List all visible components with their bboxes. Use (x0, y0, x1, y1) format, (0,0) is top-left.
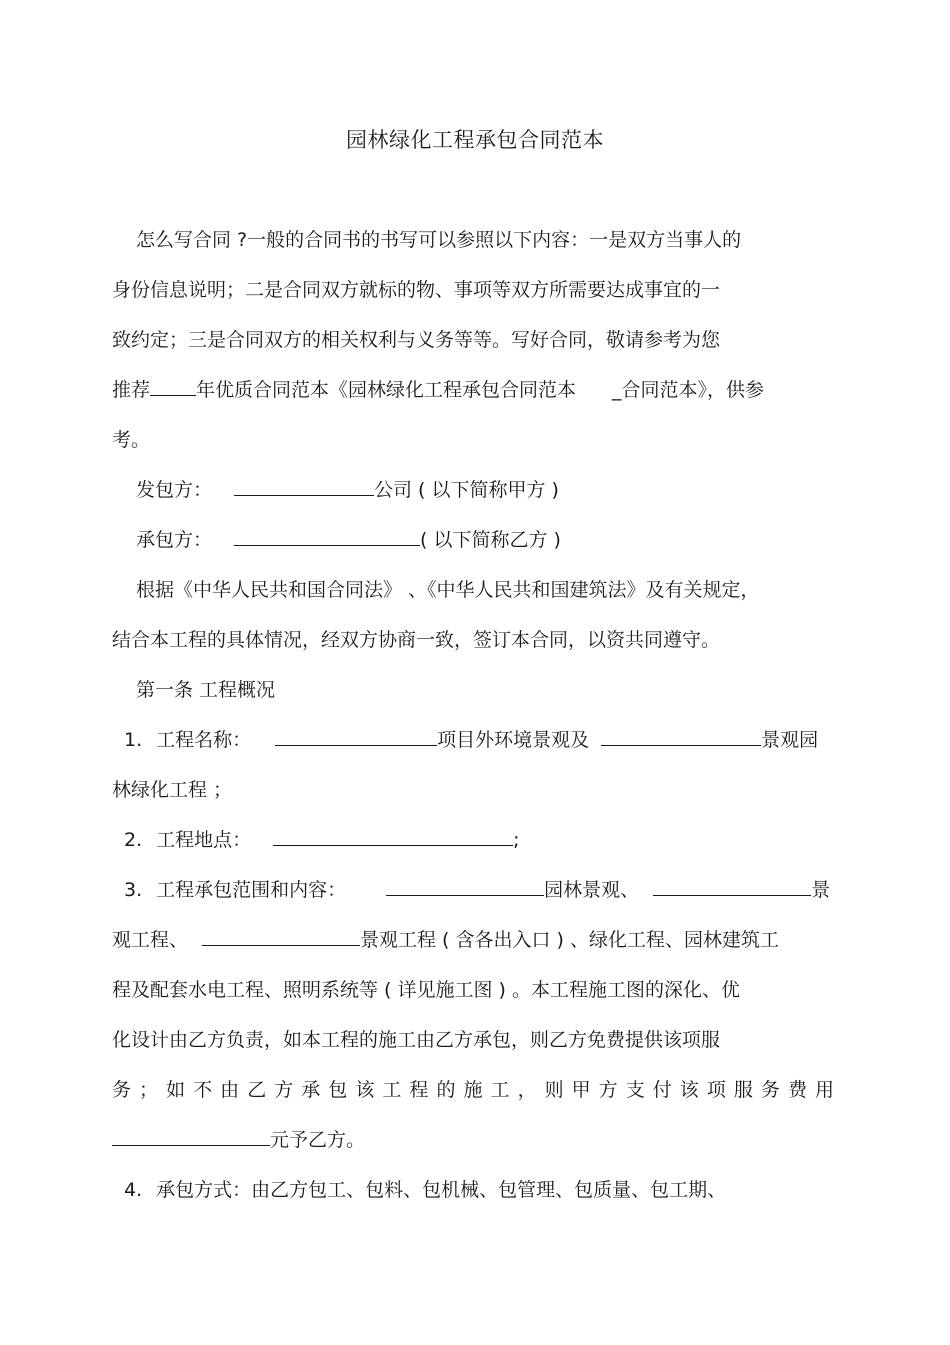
party-b-blank (234, 527, 420, 546)
item-1-number: 1. (124, 729, 143, 751)
party-a-suffix: 公司 ( 以下简称甲方 ) (374, 479, 559, 501)
item-1-line-1 (124, 726, 818, 754)
item-4-number: 4. (124, 1179, 143, 1201)
item-3-line-3: 程及配套水电工程、照明系统等 ( 详见施工图 ) 。本工程施工图的深化、优 (112, 979, 740, 1001)
item-3-number: 3. (124, 879, 143, 901)
item-1-label: 工程名称： (156, 729, 252, 751)
item-3-line-6 (112, 1126, 365, 1154)
item-2-label: 工程地点： (156, 829, 252, 851)
party-a-blank (234, 477, 374, 496)
basis-line-2: 结合本工程的具体情况，经双方协商一致，签订本合同，以资共同遵守。 (112, 629, 721, 651)
item-3-line-6-text: 元予乙方。 (270, 1129, 366, 1151)
item-3-line-2-start: 观工程、 (112, 929, 189, 951)
party-a-line (136, 476, 559, 504)
item-2-number: 2. (124, 829, 143, 851)
party-b-line (136, 526, 561, 554)
intro-line-4-start: 推荐 (112, 379, 151, 401)
item-3-line-4: 化设计由乙方负责，如本工程的施工由乙方承包，则乙方免费提供该项服 (112, 1029, 721, 1051)
intro-line-2: 身份信息说明；二是合同双方就标的物、事项等双方所需要达成事宜的一 (112, 279, 721, 301)
intro-line-4-end: _合同范本》，供参 (612, 379, 765, 401)
item-3-mid: 园林景观、 (544, 879, 640, 901)
party-a-label: 发包方： (136, 479, 213, 501)
intro-line-4-mid: 年优质合同范本《园林绿化工程承包合同范本 (196, 379, 577, 401)
service-fee-blank (112, 1127, 270, 1146)
item-3-line-2 (112, 926, 779, 954)
scope-blank-3 (202, 927, 360, 946)
party-b-label: 承包方： (136, 529, 213, 551)
intro-line-4 (112, 376, 764, 404)
year-blank (150, 377, 196, 396)
document-title: 园林绿化工程承包合同范本 (346, 128, 604, 152)
party-b-suffix: ( 以下简称乙方 ) (420, 529, 561, 551)
item-2-line (124, 826, 520, 854)
intro-line-5: 考。 (112, 429, 151, 451)
location-blank (273, 827, 513, 846)
item-4-line (124, 1176, 726, 1204)
item-3-line-5: 务；如不由乙方承包该工程的施工，则甲方支付该项服务费用 (112, 1079, 834, 1101)
item-3-tail: 景 (811, 879, 831, 901)
scope-blank-2 (653, 877, 811, 896)
item-1-line-2: 林绿化工程 ； (112, 779, 233, 801)
basis-line-1: 根据《中华人民共和国合同法》 、《中华人民共和国建筑法》及有关规定， (136, 579, 760, 601)
item-2-tail: ; (513, 829, 520, 851)
landscape-name-blank (601, 727, 761, 746)
project-name-blank (275, 727, 437, 746)
scope-blank-1 (386, 877, 544, 896)
item-3-line-2-end: 景观工程 ( 含各出入口 ) 、绿化工程、园林建筑工 (360, 929, 780, 951)
item-3-line-1 (124, 876, 830, 904)
item-4-text: 承包方式：由乙方包工、包料、包机械、包管理、包质量、包工期、 (156, 1179, 727, 1201)
article-1-heading: 第一条 工程概况 (136, 679, 276, 701)
intro-line-1: 怎么写合同 ?一般的合同书的书写可以参照以下内容：一是双方当事人的 (136, 229, 742, 251)
item-3-label: 工程承包范围和内容： (156, 879, 347, 901)
intro-line-3: 致约定；三是合同双方的相关权利与义务等等。写好合同，敬请参考为您 (112, 329, 721, 351)
item-1-tail: 景观园 (761, 729, 819, 751)
item-1-mid: 项目外环境景观及 (437, 729, 590, 751)
